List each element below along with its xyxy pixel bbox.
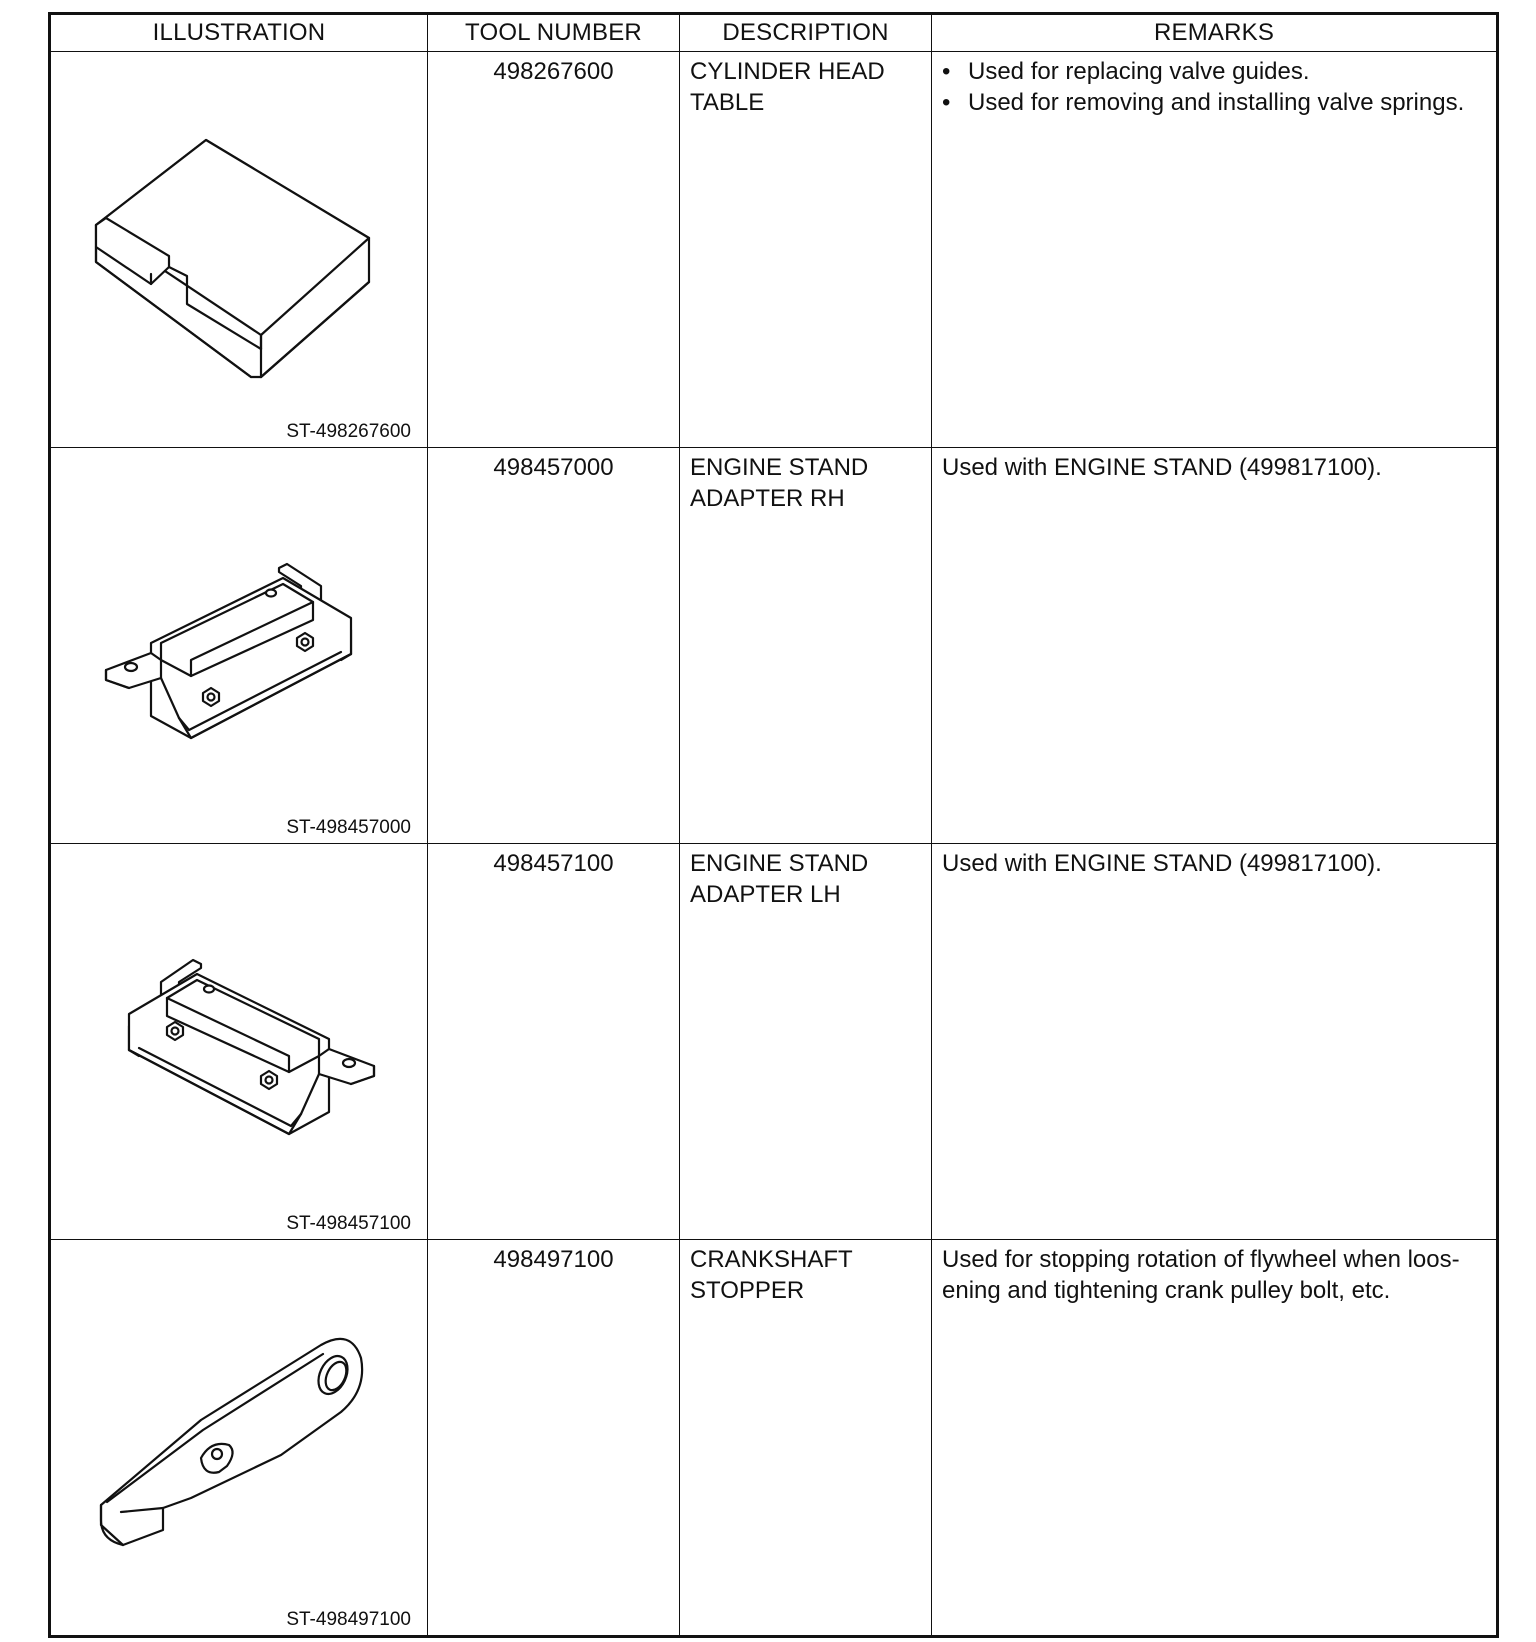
tool-number: 498267600 — [428, 52, 680, 448]
header-description: DESCRIPTION — [680, 14, 932, 52]
header-tool-number: TOOL NUMBER — [428, 14, 680, 52]
tool-description: CYLINDER HEAD TABLE — [690, 58, 885, 116]
tool-number: 498457000 — [428, 448, 680, 844]
st-code-label: ST-498457000 — [286, 817, 411, 838]
crankshaft-stopper-icon — [51, 1240, 429, 1629]
engine-stand-adapter-lh-icon — [51, 844, 429, 1233]
table-row — [50, 844, 1498, 1240]
remark-bullet — [942, 56, 1486, 87]
tool-description: CRANKSHAFT STOPPER — [690, 1246, 853, 1304]
bullet-icon: • — [942, 89, 951, 116]
remarks-cell — [932, 52, 1498, 448]
illustration-cell — [50, 448, 428, 844]
st-code-label: ST-498267600 — [286, 421, 411, 442]
bullet-icon: • — [942, 58, 951, 85]
illustration-cell — [50, 1240, 428, 1637]
special-tools-table — [48, 12, 1499, 1638]
description-cell — [680, 1240, 932, 1637]
remark-text: Used for removing and installing valve springs. — [968, 89, 1465, 116]
description-cell — [680, 844, 932, 1240]
header-illustration: ILLUSTRATION — [50, 14, 428, 52]
header-remarks: REMARKS — [932, 14, 1498, 52]
description-cell — [680, 52, 932, 448]
remark-text: Used with ENGINE STAND (499817100). — [942, 454, 1382, 481]
remarks-cell — [932, 844, 1498, 1240]
remark-text: Used for replacing valve guides. — [968, 58, 1310, 85]
illustration-cell — [50, 844, 428, 1240]
illustration-cell — [50, 52, 428, 448]
remarks-cell — [932, 448, 1498, 844]
st-code-label: ST-498457100 — [286, 1213, 411, 1234]
tool-description: ENGINE STAND ADAPTER LH — [690, 850, 869, 908]
remark-text: Used for stopping rotation of flywheel when loos- ening and tightening crank pulley bolt, etc. — [942, 1246, 1460, 1304]
table-row — [50, 448, 1498, 844]
table-row — [50, 1240, 1498, 1637]
remark-text: Used with ENGINE STAND (499817100). — [942, 850, 1382, 877]
tool-number: 498497100 — [428, 1240, 680, 1637]
table-header-row — [50, 14, 1498, 52]
remarks-cell — [932, 1240, 1498, 1637]
tool-description: ENGINE STAND ADAPTER RH — [690, 454, 869, 512]
engine-stand-adapter-rh-icon — [51, 448, 429, 837]
tool-number: 498457100 — [428, 844, 680, 1240]
cylinder-head-table-icon — [51, 52, 429, 441]
remark-bullet — [942, 87, 1486, 118]
table-row — [50, 52, 1498, 448]
st-code-label: ST-498497100 — [286, 1609, 411, 1630]
description-cell — [680, 448, 932, 844]
